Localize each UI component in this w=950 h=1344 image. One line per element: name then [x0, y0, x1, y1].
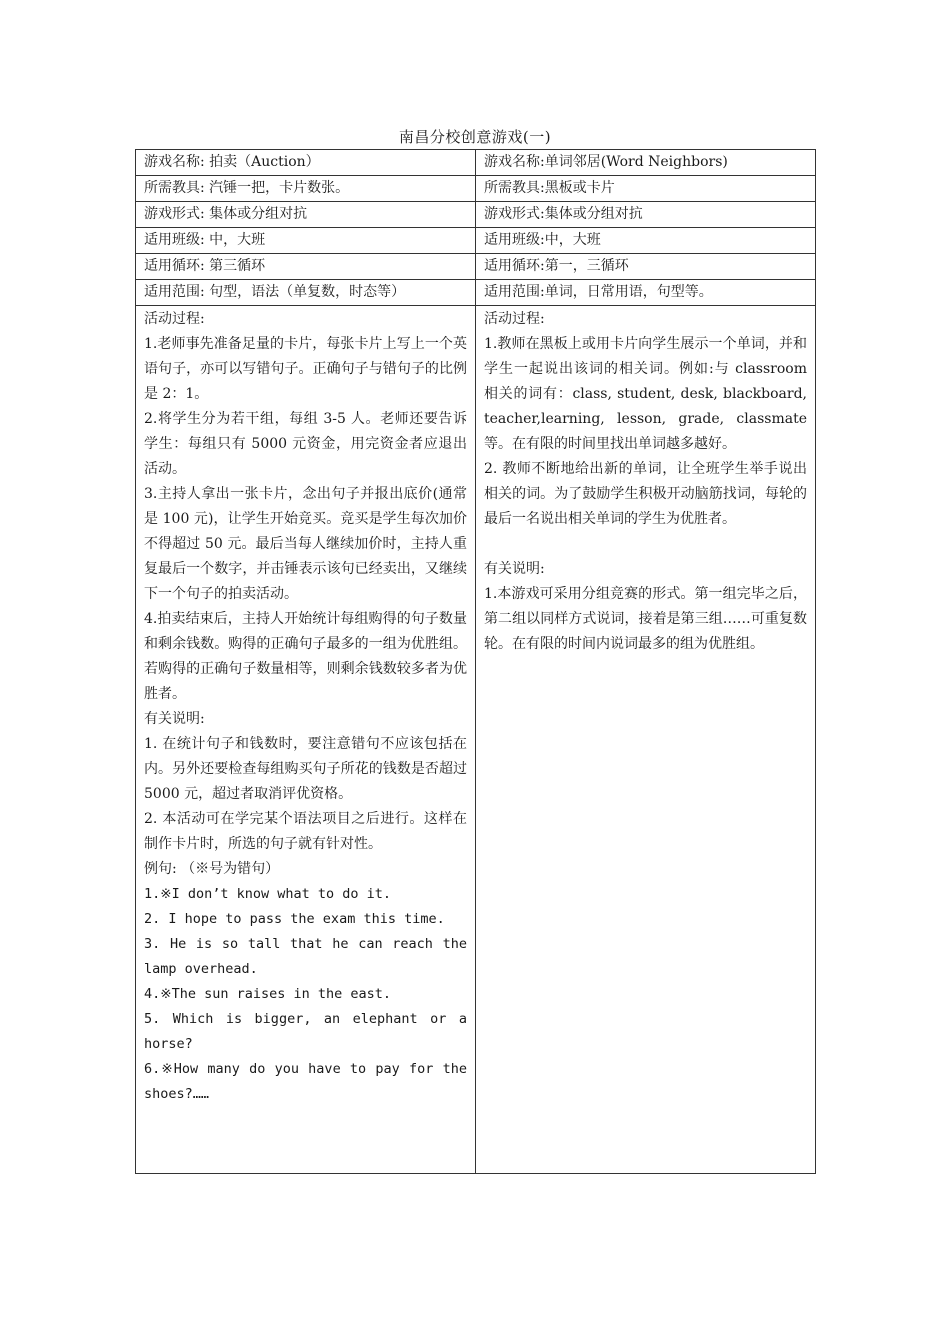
example-sentence: 2. I hope to pass the exam this time.	[144, 911, 445, 927]
row-scope	[136, 280, 816, 306]
left-activity-cell	[136, 306, 476, 1174]
left-note: 1. 在统计句子和钱数时，要注意错句不应该包括在内。另外还要检查每组购买句子所花的钱数是否超过 5000 元，超过者取消评优资格。	[144, 736, 467, 802]
row-activity-body	[136, 306, 816, 1174]
left-cycle: 适用循环: 第三循环	[136, 254, 476, 280]
left-process-heading: 活动过程:	[144, 311, 205, 327]
left-classes: 适用班级: 中，大班	[136, 228, 476, 254]
right-scope: 适用范围:单词，日常用语，句型等。	[476, 280, 816, 306]
left-process-step: 3.主持人拿出一张卡片，念出句子并报出底价(通常是 100 元)，让学生开始竞买。竞买是学生每次加价不得超过 50 元。最后当每人继续加价时，主持人重复最后一个数字，并击锤表示该句已经卖出，又继续下一个句子的拍卖活动。	[144, 486, 467, 602]
left-game-name: 游戏名称: 拍卖（Auction）	[136, 150, 476, 176]
left-examples-heading: 例句: （※号为错句）	[144, 861, 280, 877]
right-activity-cell	[476, 306, 816, 1174]
right-tools: 所需教具:黑板或卡片	[476, 176, 816, 202]
example-sentence: 5. Which is bigger, an elephant or a horse?	[144, 1011, 467, 1052]
blank-line	[484, 532, 807, 557]
document-title: 南昌分校创意游戏(一)	[398, 128, 552, 146]
row-cycle	[136, 254, 816, 280]
example-sentence: 1.※I don’t know what to do it.	[144, 886, 392, 902]
example-sentence: 3. He is so tall that he can reach the lamp overhead.	[144, 936, 467, 977]
right-process-step: 1.教师在黑板上或用卡片向学生展示一个单词，并和学生一起说出该词的相关词。例如:与 classroom 相关的词有：class, student, desk, blackboard, teacher,learning, lesson, grade, classmate 等。在有限的时间里找出单词越多越好。	[484, 336, 807, 452]
right-note: 1.本游戏可采用分组竞赛的形式。第一组完毕之后，第二组以同样方式说词，接着是第三组……可重复数轮。在有限的时间内说词最多的组为优胜组。	[484, 586, 807, 652]
left-process-step: 2.将学生分为若干组，每组 3-5 人。老师还要告诉学生：每组只有 5000 元资金，用完资金者应退出活动。	[144, 411, 467, 477]
example-sentence: 4.※The sun raises in the east.	[144, 986, 392, 1002]
left-scope: 适用范围: 句型，语法（单复数，时态等）	[136, 280, 476, 306]
games-table	[135, 149, 816, 1174]
left-notes-heading: 有关说明:	[144, 711, 205, 727]
row-classes	[136, 228, 816, 254]
right-notes-heading: 有关说明:	[484, 561, 545, 577]
left-note: 2. 本活动可在学完某个语法项目之后进行。这样在制作卡片时，所选的句子就有针对性。	[144, 811, 467, 852]
row-form	[136, 202, 816, 228]
right-classes: 适用班级:中，大班	[476, 228, 816, 254]
left-process-step: 1.老师事先准备足量的卡片，每张卡片上写上一个英语句子，亦可以写错句子。正确句子与错句子的比例是 2：1。	[144, 336, 467, 402]
right-process-heading: 活动过程:	[484, 311, 545, 327]
right-cycle: 适用循环:第一，三循环	[476, 254, 816, 280]
left-process-step: 4.拍卖结束后，主持人开始统计每组购得的句子数量和剩余钱数。购得的正确句子最多的一组为优胜组。若购得的正确句子数量相等，则剩余钱数较多者为优胜者。	[144, 611, 467, 702]
right-process-step: 2. 教师不断地给出新的单词，让全班学生举手说出相关的词。为了鼓励学生积极开动脑筋找词，每轮的最后一名说出相关单词的学生为优胜者。	[484, 461, 807, 527]
right-game-name: 游戏名称:单词邻居(Word Neighbors)	[476, 150, 816, 176]
example-sentence: 6.※How many do you have to pay for the shoes?……	[144, 1061, 467, 1102]
row-tools	[136, 176, 816, 202]
left-tools: 所需教具: 汽锤一把，卡片数张。	[136, 176, 476, 202]
row-game-name	[136, 150, 816, 176]
left-form: 游戏形式: 集体或分组对抗	[136, 202, 476, 228]
right-form: 游戏形式:集体或分组对抗	[476, 202, 816, 228]
